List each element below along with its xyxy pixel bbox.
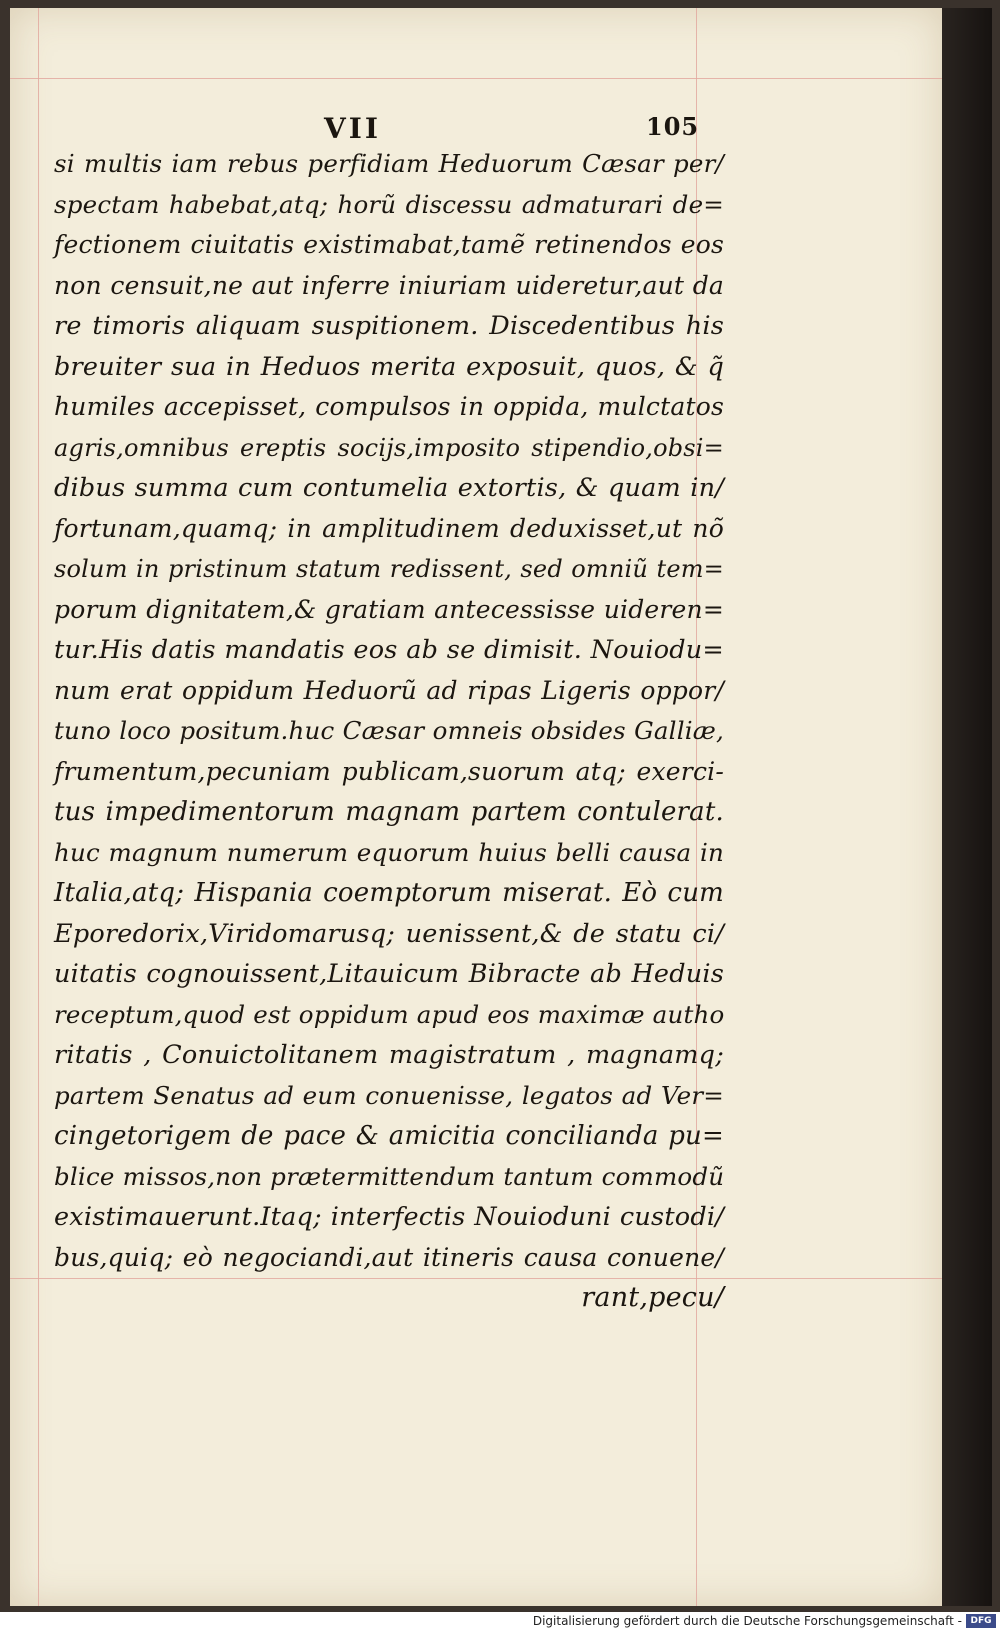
ruled-line-top (10, 78, 942, 79)
text-line: Eporedorix,Viridomarusq; uenissent,& de statu ci/ (54, 918, 724, 949)
text-line: agris,omnibus ereptis socijs,imposito stipendio,obsi= (54, 433, 724, 462)
text-line: huc magnum numerum equorum huius belli causa in (54, 837, 724, 867)
text-line: tur.His datis mandatis eos ab se dimisit. Nouiodu= (54, 635, 724, 665)
text-line: cingetorigem de pace & amicitia concilianda pu= (54, 1121, 724, 1151)
text-line: si multis iam rebus perfidiam Heduorum Cæsar per/ (54, 149, 724, 178)
text-line: porum dignitatem,& gratiam antecessisse uideren= (54, 594, 724, 624)
text-line: bus,quiq; eò negociandi,aut itineris causa conuene/ (54, 1242, 724, 1272)
text-line: humiles accepisset, compulsos in oppida, mulctatos (54, 392, 724, 421)
text-line: num erat oppidum Heduorũ ad ripas Ligeris oppor/ (54, 675, 724, 705)
book-page (10, 8, 942, 1606)
text-line: Italia,atq; Hispania coemptorum miserat. Eò cum (54, 878, 724, 908)
footer-bar (0, 1612, 1000, 1632)
text-line: solum in pristinum statum redissent, sed omniũ tem= (54, 555, 724, 583)
text-line: rant,pecu/ (581, 1282, 724, 1313)
page-edge-shadow (942, 8, 992, 1606)
text-line: re timoris aliquam suspitionem. Discedentibus his (54, 311, 724, 341)
text-line: partem Senatus ad eum conuenisse, legatos ad Ver= (54, 1080, 724, 1110)
text-line: existimauerunt.Itaq; interfectis Nouioduni custodi/ (54, 1202, 724, 1232)
funding-credit: Digitalisierung gefördert durch die Deutsche Forschungsgemeinschaft - (532, 1614, 962, 1628)
text-line: dibus summa cum contumelia extortis, & quam in/ (54, 473, 724, 503)
text-line: fortunam,quamq; in amplitudinem deduxisset,ut nõ (54, 513, 724, 543)
text-line: breuiter sua in Heduos merita exposuit, quos, & q̃ (54, 351, 724, 382)
ruled-line-left (38, 8, 39, 1606)
text-line: uitatis cognouissent,Litauicum Bibracte ab Heduis (54, 959, 724, 989)
text-line: receptum,quod est oppidum apud eos maximæ autho (54, 999, 725, 1029)
text-line: frumentum,pecuniam publicam,suorum atq; exerci- (54, 756, 724, 786)
text-line: non censuit,ne aut inferre iniuriam uideretur,aut da (54, 270, 724, 300)
text-line: tus impedimentorum magnam partem contulerat. (54, 797, 724, 827)
text-block (54, 144, 724, 1319)
text-line: blice missos,non prætermittendum tantum commodũ (54, 1161, 725, 1191)
text-line: tuno loco positum.huc Cæsar omneis obsides Galliæ, (54, 716, 724, 745)
running-head: VII (324, 112, 381, 145)
page-number: 105 (646, 112, 700, 141)
dfg-logo: DFG (966, 1614, 996, 1628)
text-line: ritatis , Conuictolitanem magistratum , magnamq; (54, 1040, 724, 1070)
text-line: fectionem ciuitatis existimabat,tamẽ retinendos eos (54, 230, 724, 259)
text-line: spectam habebat,atq; horũ discessu admaturari de= (54, 189, 724, 219)
